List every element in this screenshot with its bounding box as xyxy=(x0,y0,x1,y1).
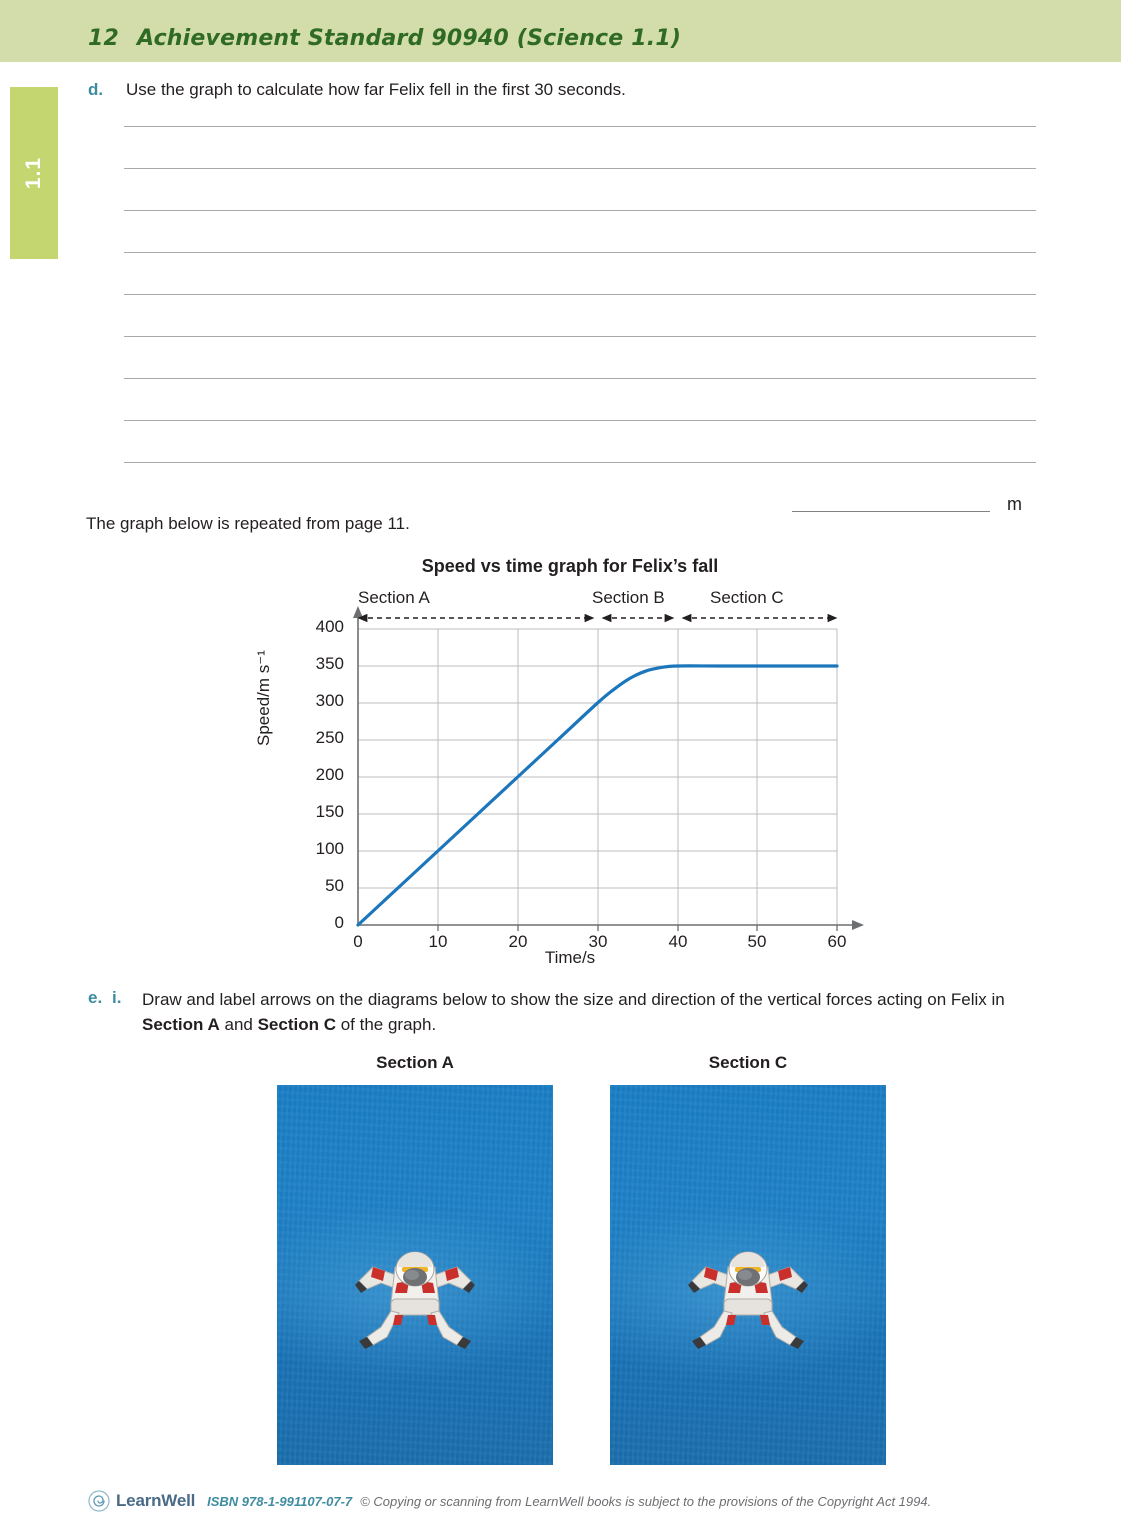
x-tick-60: 60 xyxy=(827,932,847,951)
y-tick-200: 200 xyxy=(315,765,344,784)
question-e-text-part3: of the graph. xyxy=(336,1014,437,1034)
x-axis-title: Time/s xyxy=(544,948,596,967)
answer-lines-area[interactable] xyxy=(124,126,1036,504)
question-e xyxy=(88,988,1048,1037)
side-tab-label: 1.1 xyxy=(22,156,45,190)
chart-axes xyxy=(358,614,856,925)
footer-brand: LearnWell xyxy=(116,1491,196,1510)
chart-gridlines xyxy=(358,629,837,925)
question-e-text-part2: and xyxy=(219,1014,258,1034)
y-tick-0: 0 xyxy=(334,913,344,932)
y-tick-100: 100 xyxy=(315,839,344,858)
y-tick-350: 350 xyxy=(315,654,344,673)
answer-line[interactable] xyxy=(124,336,1036,337)
answer-unit-label: m xyxy=(1007,494,1022,514)
y-tick-50: 50 xyxy=(325,876,344,895)
answer-line[interactable] xyxy=(124,420,1036,421)
question-e-text xyxy=(142,988,1022,1037)
figure-caption-section-c: Section C xyxy=(708,1053,788,1072)
question-e-bold-section-c: Section C xyxy=(257,1014,336,1034)
answer-line[interactable] xyxy=(124,378,1036,379)
question-d-letter: d. xyxy=(88,80,104,99)
question-e-roman: i. xyxy=(112,988,122,1007)
x-tick-0: 0 xyxy=(353,932,363,951)
skydiver-figure-icon xyxy=(351,1233,479,1349)
answer-unit-blank[interactable] xyxy=(792,511,990,512)
page-number: 12 xyxy=(88,26,120,51)
skydiver-figure-icon xyxy=(684,1233,812,1349)
figure-caption-section-a: Section A xyxy=(376,1053,454,1072)
question-e-bold-section-a: Section A xyxy=(142,1014,220,1034)
learnwell-spiral-logo-icon xyxy=(88,1490,110,1512)
answer-line[interactable] xyxy=(124,126,1036,127)
section-c-label: Section C xyxy=(710,588,784,607)
x-tick-50: 50 xyxy=(747,932,767,951)
page-title-text: Achievement Standard 90940 (Science 1.1) xyxy=(137,26,682,51)
y-axis-title: Speed/m s⁻¹ xyxy=(254,650,273,746)
answer-line[interactable] xyxy=(124,252,1036,253)
chart-title: Speed vs time graph for Felix’s fall xyxy=(421,556,719,576)
answer-line[interactable] xyxy=(124,294,1036,295)
chart-canvas xyxy=(260,556,880,976)
section-b-label: Section B xyxy=(592,588,665,607)
standard-side-tab xyxy=(10,87,58,259)
page-footer xyxy=(88,1487,931,1515)
section-a-label: Section A xyxy=(358,588,430,607)
y-tick-150: 150 xyxy=(315,802,344,821)
page-title xyxy=(88,26,681,51)
footer-isbn: ISBN 978-1-991107-07-7 xyxy=(207,1493,353,1509)
question-d-text: Use the graph to calculate how far Felix fell in the first 30 seconds. xyxy=(126,80,626,99)
question-e-letter: e. xyxy=(88,988,103,1007)
x-tick-marks xyxy=(438,925,837,931)
speed-time-chart xyxy=(254,556,880,976)
answer-line[interactable] xyxy=(124,210,1036,211)
y-axis-arrow-icon xyxy=(353,606,363,618)
y-tick-400: 400 xyxy=(315,617,344,636)
figure-image-section-a[interactable] xyxy=(277,1085,553,1465)
y-tick-300: 300 xyxy=(315,691,344,710)
x-axis-arrow-icon xyxy=(852,920,864,930)
question-e-text-part1: Draw and label arrows on the diagrams below to show the size and direction of the vertical forces acting on Felix in xyxy=(142,990,1005,1009)
answer-line[interactable] xyxy=(124,168,1036,169)
x-tick-30: 30 xyxy=(588,932,608,951)
answer-line[interactable] xyxy=(124,462,1036,463)
x-tick-40: 40 xyxy=(668,932,688,951)
x-tick-10: 10 xyxy=(428,932,448,951)
footer-copyright: © Copying or scanning from LearnWell books is subject to the provisions of the Copyright Act 1994. xyxy=(360,1493,932,1509)
figure-image-section-c[interactable] xyxy=(610,1085,886,1465)
answer-unit-row xyxy=(792,494,1042,518)
question-d xyxy=(88,80,1048,100)
x-tick-20: 20 xyxy=(508,932,528,951)
y-tick-250: 250 xyxy=(315,728,344,747)
graph-repeat-note: The graph below is repeated from page 11. xyxy=(86,514,410,533)
